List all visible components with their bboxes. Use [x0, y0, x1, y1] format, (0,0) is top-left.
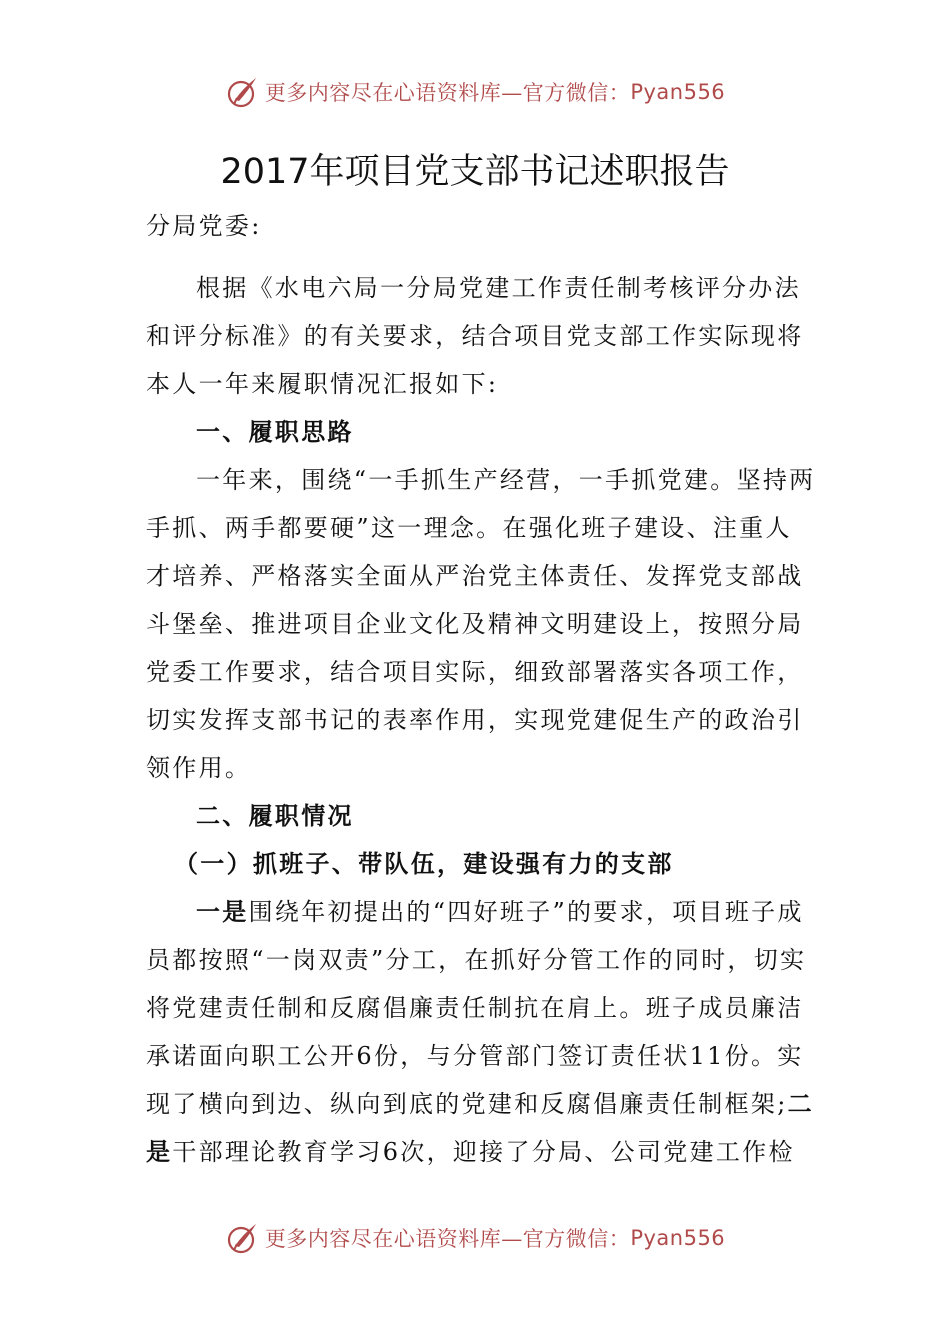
subsection-heading-1: （一）抓班子、带队伍，建设强有力的支部: [174, 849, 674, 878]
point-2-lead: 二是: [146, 1089, 814, 1166]
point-1-lead: 一是: [196, 897, 249, 926]
point-1-paragraph: [146, 888, 816, 1176]
quill-logo-icon: [225, 74, 261, 110]
section-1-paragraph: 一年来，围绕“一手抓生产经营，一手抓党建。坚持两手抓、两手都要硬”这一理念。在强化班子建设、注重人才培养、严格落实全面从严治党主体责任、发挥党支部战斗堡垒、推进项目企业文化及精神文明建设上，按照分局党委工作要求，结合项目实际，细致部署落实各项工作，切实发挥支部书记的表率作用，实现党建促生产的政治引领作用。: [146, 466, 816, 782]
header-wechat-account: Pyan556: [630, 80, 726, 104]
document-body: [146, 200, 816, 1176]
salutation: 分局党委:: [146, 212, 262, 240]
intro-paragraph: 根据《水电六局一分局党建工作责任制考核评分办法和评分标准》的有关要求，结合项目党支部工作实际现将本人一年来履职情况汇报如下:: [146, 274, 804, 398]
footer-wechat-account: Pyan556: [630, 1226, 726, 1250]
point-2-body: 干部理论教育学习6次，迎接了分局、公司党建工作检: [172, 1138, 795, 1166]
section-heading-2: 二、履职情况: [196, 801, 354, 830]
document-title: 2017年项目党支部书记述职报告: [220, 152, 730, 192]
quill-logo-icon: [225, 1220, 261, 1256]
header-brand-text: 更多内容尽在心语资料库—官方微信：: [264, 81, 631, 105]
section-heading-1: 一、履职思路: [196, 417, 354, 446]
header-watermark-banner: [0, 72, 950, 112]
footer-watermark-banner: [0, 1218, 950, 1258]
point-1-body: 围绕年初提出的“四好班子”的要求，项目班子成员都按照“一岗双责”分工，在抓好分管工作的同时，切实将党建责任制和反腐倡廉责任制抗在肩上。班子成员廉洁承诺面向职工公开6份，与分管部门签订责任状11份。实现了横向到边、纵向到底的党建和反腐倡廉责任制框架;: [146, 898, 807, 1118]
footer-brand-text: 更多内容尽在心语资料库—官方微信：: [264, 1227, 631, 1251]
